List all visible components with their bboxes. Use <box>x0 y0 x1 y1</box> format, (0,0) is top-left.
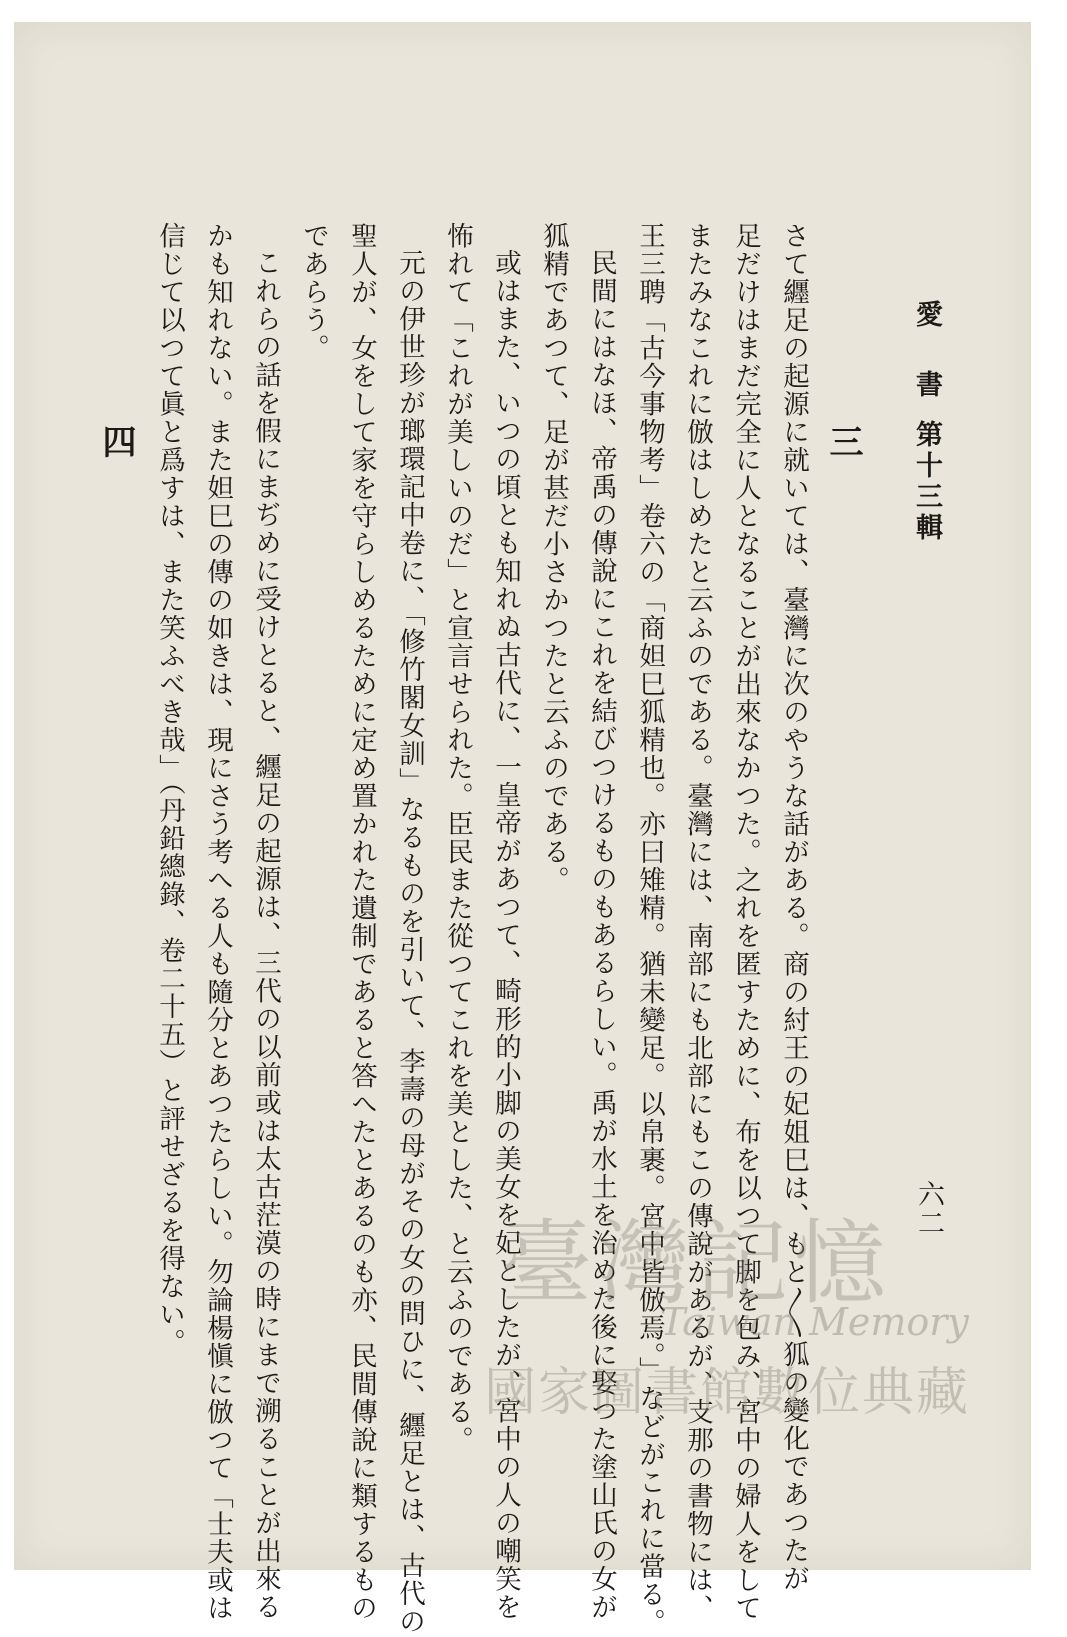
text-line-12: これらの話を假にまぢめに受けとると、纒足の起源は、三代の以前或は太古茫漠の時にまで溯ることが出來る <box>250 249 281 1621</box>
watermark-logo-text: 臺灣記憶 <box>500 1210 893 1317</box>
issue-label: 第十三輯 <box>911 420 942 544</box>
section-heading-three: 三 <box>823 424 863 458</box>
text-line-6: 狐精であつて、足が甚だ小さかつたと云ふのである。 <box>538 222 569 894</box>
text-line-4: 王三聘「古今事物考」卷六の「商妲巳狐精也。亦曰雉精。猶未變足。以帛裹。宮中皆倣焉。」などがこれに當る。 <box>634 222 665 1637</box>
text-line-1: さて纒足の起源に就いては、臺灣に次のやうな話がある。商の紂王の妃姐巳は、もと〳〵狐の變化であつたが <box>778 222 809 1593</box>
text-line-7: 或はまた、いつの頃とも知れぬ古代に、一皇帝があつて、畸形的小脚の美女を妃としたが、宮中の人の嘲笑を <box>490 249 521 1621</box>
text-line-10: 聖人が、女をして家を守らしめるために定め置かれた遺制であると答へたとあるのも亦、民間傳說に類するもの <box>346 222 377 1622</box>
text-line-2: 足だけはまだ完全に人となることが出來なかつた。之れを匿すために、布を以つて脚を包み、宮中の婦人をして <box>730 222 761 1622</box>
running-title: 愛 書 <box>911 300 942 405</box>
text-line-3: またみなこれに倣はしめたと云ふのである。臺灣には、南部にも北部にもこの傳說があるが、支那の書物には、 <box>682 222 713 1622</box>
text-line-13: かも知れない。また妲巳の傳の如きは、現にさう考へる人も隨分とあつたらしい。勿論楊愼に倣つて「士夫或は <box>202 222 233 1622</box>
text-line-14: 信じて以つて眞と爲すは、また笑ふべき哉」（丹鉛總錄、卷二十五）と評せざるを得ない。 <box>154 222 185 1357</box>
text-line-9: 元の伊世珍が瑯環記中卷に、「修竹閣女訓」なるものを引いて、李壽の母がその女の問ひに、纒足とは、古代の <box>394 249 425 1636</box>
watermark-library-text: 國家圖書館數位典藏 <box>484 1363 971 1423</box>
text-line-8: 怖れて「これが美しいのだ」と宣言せられた。臣民また從つてこれを美とした、と云ふのである。 <box>442 222 473 1454</box>
text-line-5: 民間にはなほ、帝禹の傳說にこれを結びつけるものもあるらしい。禹が水土を治めた後に娶つた塗山氏の女が <box>586 249 617 1621</box>
page-number: 六二 <box>913 1180 944 1238</box>
section-heading-four: 四 <box>96 424 136 458</box>
watermark-english-text: Taiwan Memory <box>660 1300 969 1344</box>
text-line-11: であらう。 <box>298 222 329 362</box>
book-page <box>14 22 1031 1637</box>
